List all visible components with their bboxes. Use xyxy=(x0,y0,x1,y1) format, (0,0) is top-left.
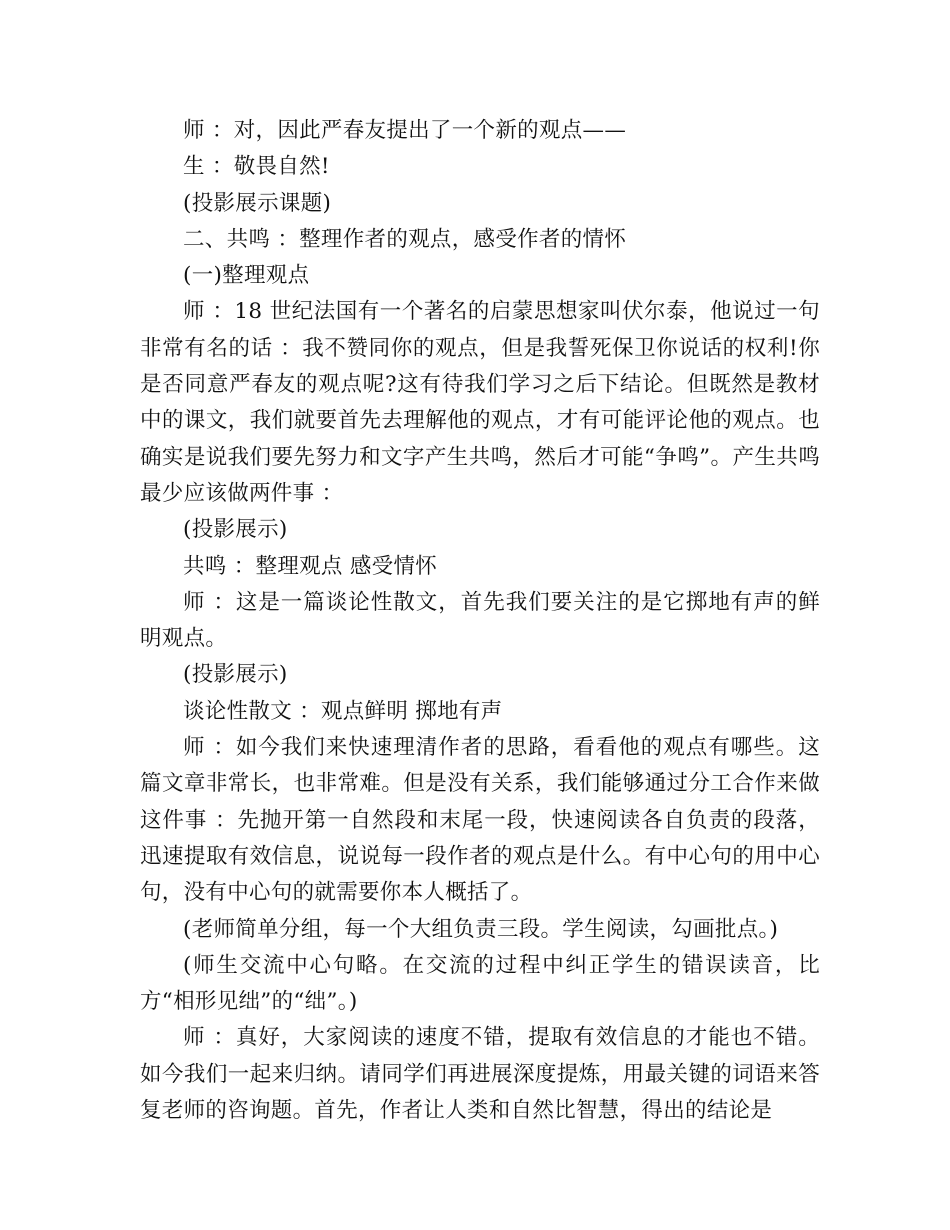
paragraph-projection-note-2: (投影展示) xyxy=(183,662,288,688)
paragraph-projection-title: (投影展示课题) xyxy=(183,190,332,216)
paragraph-teacher-new-viewpoint: 师 ：对，因此严春友提出了一个新的观点—— xyxy=(183,118,627,143)
section-heading-resonance: 二、共鸣 ：整理作者的观点，感受作者的情怀 xyxy=(183,226,627,252)
paragraph-student-answer: 生 ：敬畏自然! xyxy=(183,154,330,180)
paragraph-teacher-reading-task: 师 ：如今我们来快速理清作者的思路，看看他的观点有哪些。这篇文章非常长，也非常难。但是没有关系，我们能够通过分工合作来做这件事 ：先抛开第一自然段和末尾一段，快速阅读各自负责的段落，迅速提取有效信息，说说每一段作者的观点是什么。有中心句的用中心句，没有中心句的就需要你本人概括了。 xyxy=(140,735,820,906)
document-body xyxy=(140,113,820,1129)
paragraph-teacher-essay-type: 师 ：这是一篇谈论性散文，首先我们要关注的是它掷地有声的鲜明观点。 xyxy=(140,589,820,652)
paragraph-essay-summary: 谈论性散文 ：观点鲜明 掷地有声 xyxy=(183,698,503,724)
paragraph-resonance-summary: 共鸣 ：整理观点 感受情怀 xyxy=(183,553,438,579)
paragraph-grouping-note: (老师简单分组，每一个大组负责三段。学生阅读，勾画批点。) xyxy=(183,916,779,942)
subsection-heading-organize-views: (一)整理观点 xyxy=(183,263,310,289)
paragraph-exchange-note: (师生交流中心句略。在交流的过程中纠正学生的错误读音，比方“相形见绌”的“绌”。) xyxy=(140,952,820,1015)
paragraph-projection-note-1: (投影展示) xyxy=(183,517,288,543)
paragraph-teacher-summary: 师 ：真好，大家阅读的速度不错，提取有效信息的才能也不错。如今我们一起来归纳。请同学们再进展深度提炼，用最关键的词语来答复老师的咨询题。首先，作者让人类和自然比智慧，得出的结论是 xyxy=(140,1025,820,1124)
paragraph-teacher-voltaire: 师 ：18 世纪法国有一个著名的启蒙思想家叫伏尔泰，他说过一句非常有名的话 ：我不赞同你的观点，但是我誓死保卫你说话的权利!你是否同意严春友的观点呢?这有待我们学习之后下结论。但既然是教材中的课文，我们就要首先去理解他的观点，才有可能评论他的观点。也确实是说我们要先努力和文字产生共鸣，然后才可能“争鸣”。产生共鸣最少应该做两件事 ： xyxy=(140,299,820,506)
